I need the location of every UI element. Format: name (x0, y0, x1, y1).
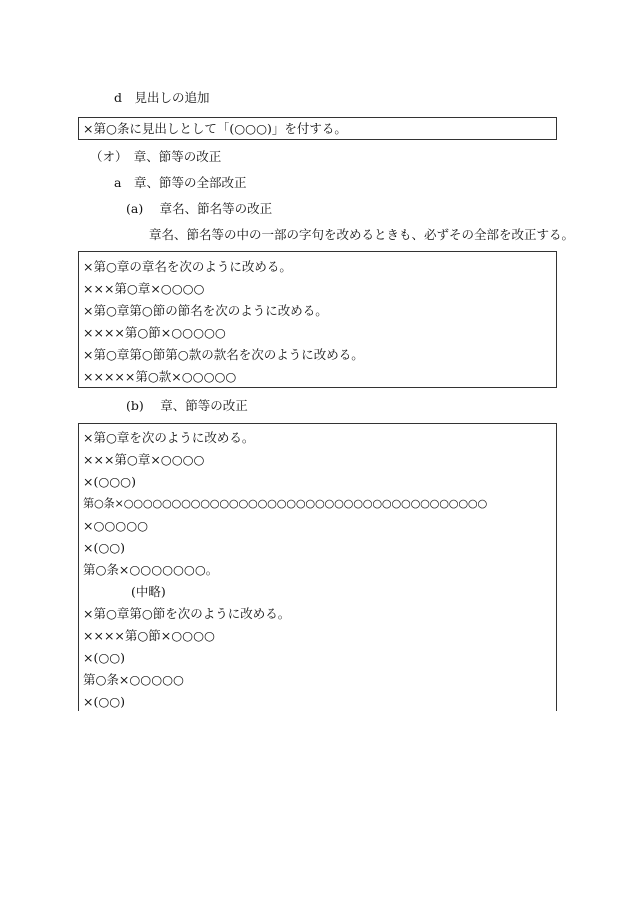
box-row: ×第○章第○節の節名を次のように改める。 (83, 303, 328, 318)
heading-o: （オ） 章、節等の改正 (90, 149, 222, 164)
box-row: ×第○章を次のように改める。 (83, 430, 255, 445)
box-row: ××××第○節×○○○○○ (83, 325, 226, 340)
box-row: 第○条×○○○○○ (83, 672, 184, 687)
heading-sub-b: (b) 章、節等の改正 (126, 398, 248, 413)
box-row: ×(○○) (83, 694, 126, 709)
box-row: ×第○章第○節第○款の款名を次のように改める。 (83, 347, 364, 362)
box-row: ×第○章の章名を次のように改める。 (83, 259, 292, 274)
heading-sub-a: (a) 章名、節名等の改正 (126, 201, 273, 216)
heading-a: a 章、節等の全部改正 (114, 175, 247, 190)
example-box-chapter-name (78, 251, 557, 388)
box-row: ×××第○章×○○○○ (83, 281, 205, 296)
box-row: ××××第○節×○○○○ (83, 628, 215, 643)
box-row: 第○条×○○○○○○○○○○○○○○○○○○○○○○○○○○○○○○○○○○○○○○ (83, 497, 488, 510)
box-row: 第○条×○○○○○○○。 (83, 562, 219, 577)
box-row: ×○○○○○ (83, 518, 149, 533)
box-row: ×××××第○款×○○○○○ (83, 369, 237, 384)
description-text: 章名、節名等の中の一部の字句を改めるときも、必ずその全部を改正する。 (149, 227, 575, 242)
box-row: ×(○○○) (83, 474, 136, 489)
example-box-heading-addition (78, 117, 557, 140)
box-row: ×××第○章×○○○○ (83, 452, 205, 467)
box-row: ×(○○) (83, 540, 126, 555)
heading-d: d 見出しの追加 (114, 90, 210, 105)
example-box-chapter-replacement (78, 423, 557, 711)
box-row: ×第○条に見出しとして「(○○○)」を付する。 (83, 121, 347, 136)
box-row: ×(○○) (83, 650, 126, 665)
omission-note: (中略) (131, 584, 166, 599)
box-row: ×第○章第○節を次のように改める。 (83, 606, 291, 621)
